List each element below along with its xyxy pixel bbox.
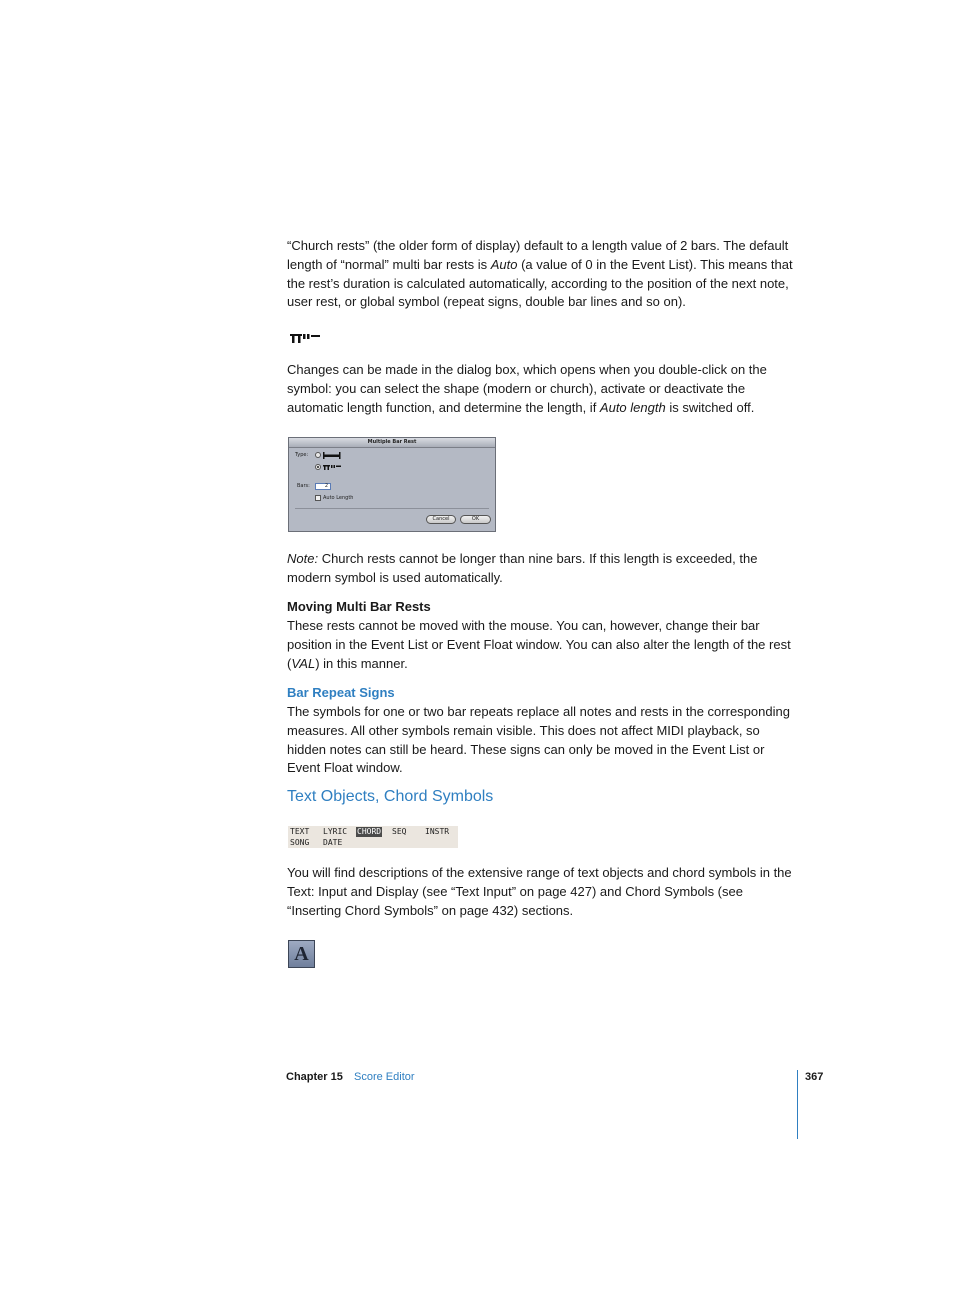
dialog-divider (295, 508, 489, 509)
radio-church[interactable] (315, 464, 321, 470)
note-text: Church rests cannot be longer than nine bars. If this length is exceeded, the modern symbol is used automatically. (287, 551, 758, 585)
text-run: ) in this manner. (315, 655, 408, 671)
note-paragraph (287, 550, 799, 588)
footer-section: Score Editor (354, 1071, 415, 1083)
text-run: “Church rests” (the older form of display) default to a length value of 2 bars. The default length of “normal” multi bar rests is (287, 238, 789, 272)
text-tool-icon: A (288, 940, 315, 968)
dialog-title: Multiple Bar Rest (289, 438, 495, 448)
moving-heading: Moving Multi Bar Rests (287, 599, 431, 614)
text-run-italic: VAL (291, 655, 316, 671)
page-number: 367 (805, 1071, 824, 1083)
church-rest-icon (289, 332, 323, 344)
type-label: Type: (295, 452, 309, 458)
palette-item-song[interactable]: SONG (290, 838, 310, 847)
palette-item-chord[interactable]: CHORD (357, 827, 382, 836)
moving-paragraph (287, 617, 799, 673)
text-objects-paragraph: You will find descriptions of the extensive range of text objects and chord symbols in the Text: Input and Display (see “Text Input” on page 427) and Chord Symbols (see “Inserting Chord Symbols” on page 432) sections. (287, 865, 792, 918)
text-run: (a value of 0 in the Event List). This means that the rest’s duration is calculated automatically, according to the position of the next note, user rest, or global symbol (repeat signs, double bar lines and so on). (287, 256, 793, 310)
paragraph-church-rests (287, 237, 799, 312)
bars-label: Bars: (297, 483, 310, 489)
footer-chapter: Chapter 15 (286, 1071, 343, 1083)
auto-length-label: Auto Length (323, 495, 354, 501)
palette-item-date[interactable]: DATE (323, 838, 343, 847)
palette-item-lyric[interactable]: LYRIC (323, 827, 348, 836)
text-run-italic: Auto (490, 256, 518, 272)
bar-repeat-heading: Bar Repeat Signs (287, 685, 395, 700)
palette-item-seq[interactable]: SEQ (392, 827, 407, 836)
text-run-italic: Auto length (599, 399, 666, 415)
text-objects-heading: Text Objects, Chord Symbols (287, 788, 494, 805)
text-run: is switched off. (665, 399, 755, 415)
note-label: Note: (287, 551, 319, 566)
paragraph-dialog-description (287, 361, 799, 417)
modern-rest-icon (323, 452, 341, 459)
text-object-palette (288, 826, 458, 848)
text-run: These rests cannot be moved with the mouse. You can, however, change their bar position in the Event List or Event Float window. You can also alter the length of the rest ( (287, 618, 791, 671)
footer-rule (797, 1070, 798, 1139)
radio-modern[interactable] (315, 452, 321, 458)
church-rest-icon (323, 464, 341, 471)
bars-input[interactable]: 2 (315, 483, 331, 490)
bar-repeat-paragraph: The symbols for one or two bar repeats replace all notes and rests in the corresponding measures. All other symbols remain visible. This does not affect MIDI playback, so hidden notes can still be heard. These signs can only be moved in the Event List or Event Float window. (287, 704, 790, 776)
ok-button[interactable]: OK (460, 515, 491, 524)
palette-item-instr[interactable]: INSTR (425, 827, 450, 836)
auto-length-checkbox[interactable] (315, 495, 321, 501)
palette-item-text[interactable]: TEXT (290, 827, 310, 836)
text-run: Changes can be made in the dialog box, which opens when you double-click on the symbol: you can select the shape (modern or church), activate or deactivate the automatic length function, and determine the length, if (287, 362, 767, 415)
cancel-button[interactable]: Cancel (426, 515, 456, 524)
multiple-bar-rest-dialog (288, 437, 496, 532)
